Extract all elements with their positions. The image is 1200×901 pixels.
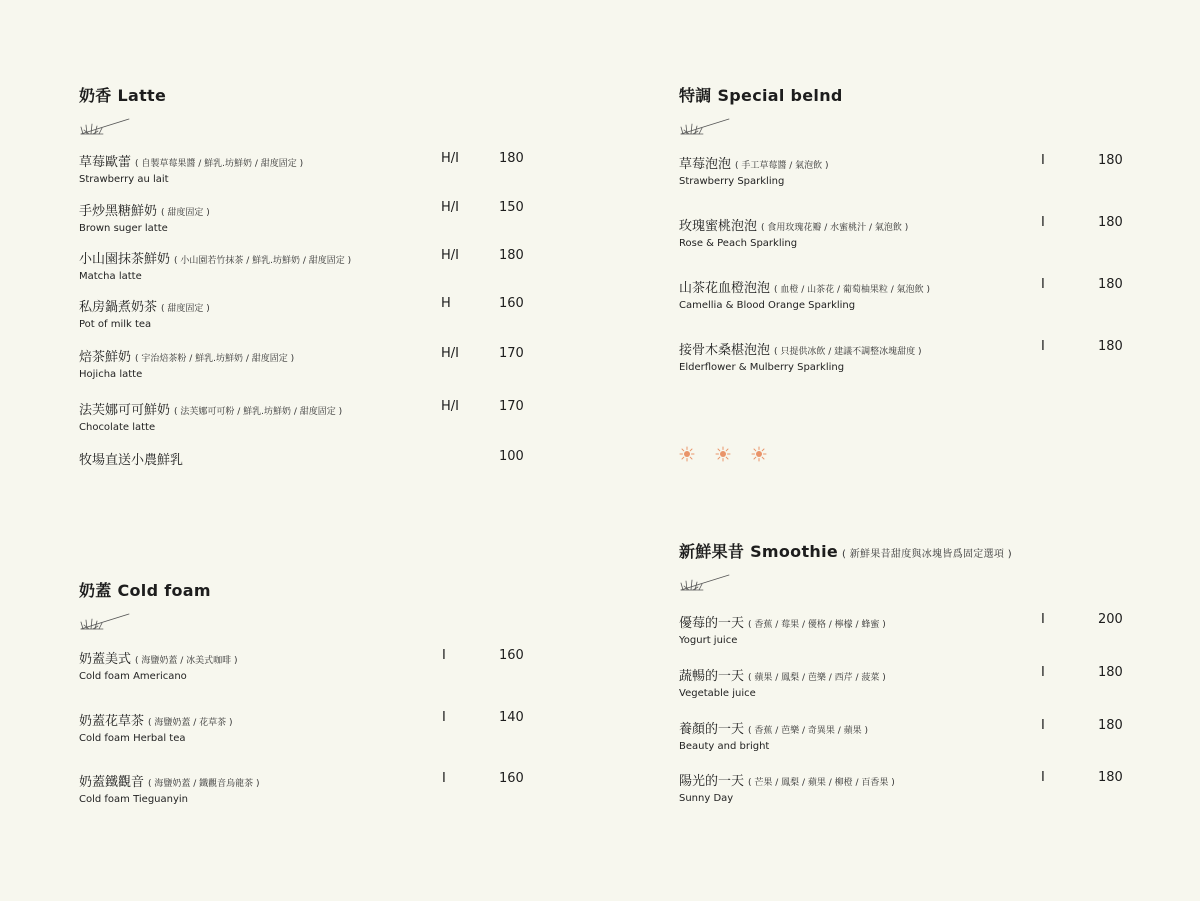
menu-item bbox=[79, 648, 539, 682]
item-english-name: Cold foam Tieguanyin bbox=[79, 794, 189, 805]
section-title: 奶蓋 Cold foam bbox=[79, 581, 211, 600]
item-temperature: H/I bbox=[441, 399, 459, 414]
item-name: 養顏的一天 bbox=[679, 722, 745, 737]
menu-item bbox=[679, 215, 1139, 249]
item-name: 小山園抹茶鮮奶 bbox=[79, 252, 171, 267]
item-note: ( 法芙娜可可粉 / 鮮乳.坊鮮奶 / 甜度固定 ) bbox=[174, 407, 343, 417]
item-name: 草莓歐蕾 bbox=[79, 155, 132, 170]
item-english-name: Sunny Day bbox=[679, 793, 734, 804]
item-temperature: I bbox=[1041, 612, 1045, 627]
item-name: 奶蓋花草茶 bbox=[79, 714, 145, 729]
item-temperature: H/I bbox=[441, 200, 459, 215]
section-note: ( 新鮮果昔甜度與冰塊皆爲固定選項 ) bbox=[842, 549, 1012, 560]
item-note: ( 海鹽奶蓋 / 冰美式咖啡 ) bbox=[135, 656, 238, 666]
item-note: ( 海鹽奶蓋 / 花草茶 ) bbox=[148, 718, 233, 728]
item-english-name: Yogurt juice bbox=[679, 635, 738, 646]
item-temperature: H/I bbox=[441, 248, 459, 263]
item-note: ( 香蕉 / 芭樂 / 奇異果 / 蘋果 ) bbox=[748, 726, 869, 736]
item-name: 手炒黑糖鮮奶 bbox=[79, 204, 158, 219]
item-price: 100 bbox=[499, 449, 524, 464]
sun-icon bbox=[751, 446, 767, 462]
item-price: 160 bbox=[499, 296, 524, 311]
item-price: 200 bbox=[1098, 612, 1123, 627]
item-temperature: H/I bbox=[441, 151, 459, 166]
item-name: 私房鍋煮奶茶 bbox=[79, 300, 158, 315]
item-note: ( 小山園若竹抹茶 / 鮮乳.坊鮮奶 / 甜度固定 ) bbox=[174, 256, 352, 266]
menu-item bbox=[679, 718, 1139, 752]
item-english-name: Camellia & Blood Orange Sparkling bbox=[679, 300, 856, 311]
item-english-name: Cold foam Americano bbox=[79, 671, 187, 682]
sprig-ornament-icon bbox=[79, 613, 131, 631]
item-name: 草莓泡泡 bbox=[679, 157, 732, 172]
item-price: 160 bbox=[499, 648, 524, 663]
item-english-name: Strawberry Sparkling bbox=[679, 176, 785, 187]
item-note: ( 甜度固定 ) bbox=[161, 304, 210, 314]
item-name: 山茶花血橙泡泡 bbox=[679, 281, 771, 296]
item-english-name: Cold foam Herbal tea bbox=[79, 733, 186, 744]
menu-item bbox=[679, 339, 1139, 373]
item-english-name: Beauty and bright bbox=[679, 741, 770, 752]
item-temperature: H/I bbox=[441, 346, 459, 361]
item-price: 180 bbox=[1098, 339, 1123, 354]
item-name: 法芙娜可可鮮奶 bbox=[79, 403, 171, 418]
menu-item bbox=[79, 346, 539, 380]
item-name: 奶蓋鐵觀音 bbox=[79, 775, 145, 790]
item-name: 優莓的一天 bbox=[679, 616, 745, 631]
coldfoam-section bbox=[79, 578, 539, 818]
special-section bbox=[679, 83, 1139, 383]
section-title bbox=[679, 539, 1139, 562]
item-note: ( 香蕉 / 莓果 / 優格 / 檸檬 / 蜂蜜 ) bbox=[748, 620, 886, 630]
menu-item bbox=[79, 200, 539, 234]
item-name: 陽光的一天 bbox=[679, 774, 745, 789]
item-english-name: Strawberry au lait bbox=[79, 174, 169, 185]
item-english-name: Chocolate latte bbox=[79, 422, 156, 433]
item-price: 180 bbox=[1098, 215, 1123, 230]
item-english-name: Vegetable juice bbox=[679, 688, 756, 699]
menu-item bbox=[679, 665, 1139, 699]
item-temperature: I bbox=[442, 648, 446, 663]
sun-icon bbox=[715, 446, 731, 462]
item-note: ( 甜度固定 ) bbox=[161, 208, 210, 218]
item-price: 180 bbox=[1098, 277, 1123, 292]
menu-item bbox=[79, 248, 539, 282]
item-temperature: I bbox=[1041, 277, 1045, 292]
item-note: ( 海鹽奶蓋 / 鐵觀音烏龍茶 ) bbox=[148, 779, 260, 789]
item-english-name: Pot of milk tea bbox=[79, 319, 152, 330]
item-note: ( 血橙 / 山茶花 / 葡萄柚果粒 / 氣泡飲 ) bbox=[774, 285, 931, 295]
sprig-ornament-icon bbox=[679, 574, 731, 592]
item-price: 180 bbox=[499, 151, 524, 166]
menu-item bbox=[79, 151, 539, 185]
item-english-name: Hojicha latte bbox=[79, 369, 143, 380]
sprig-ornament-icon bbox=[79, 118, 131, 136]
menu-item bbox=[679, 612, 1139, 646]
section-title: 特調 Special belnd bbox=[679, 86, 843, 105]
item-english-name: Matcha latte bbox=[79, 271, 142, 282]
smoothie-section bbox=[679, 539, 1139, 819]
item-note: ( 食用玫瑰花瓣 / 水蜜桃汁 / 氣泡飲 ) bbox=[761, 223, 909, 233]
menu-item bbox=[79, 296, 539, 330]
item-name: 蔬暢的一天 bbox=[679, 669, 745, 684]
item-price: 150 bbox=[499, 200, 524, 215]
section-title: 奶香 Latte bbox=[79, 86, 167, 105]
item-name: 牧場直送小農鮮乳 bbox=[79, 453, 184, 468]
menu-item bbox=[79, 771, 539, 805]
item-price: 160 bbox=[499, 771, 524, 786]
menu-item bbox=[79, 449, 539, 468]
item-name: 奶蓋美式 bbox=[79, 652, 132, 667]
item-name: 焙茶鮮奶 bbox=[79, 350, 132, 365]
menu-item bbox=[679, 153, 1139, 187]
item-note: ( 蘋果 / 鳳梨 / 芭樂 / 西芹 / 菠菜 ) bbox=[748, 673, 886, 683]
menu-item bbox=[679, 770, 1139, 804]
item-temperature: I bbox=[1041, 770, 1045, 785]
section-title-text: 新鮮果昔 Smoothie bbox=[679, 542, 839, 561]
item-note: ( 只提供冰飲 / 建議不調整冰塊甜度 ) bbox=[774, 347, 922, 357]
item-note: ( 手工草莓醬 / 氣泡飲 ) bbox=[735, 161, 829, 171]
item-note: ( 自製草莓果醬 / 鮮乳.坊鮮奶 / 甜度固定 ) bbox=[135, 159, 304, 169]
item-temperature: I bbox=[1041, 215, 1045, 230]
item-temperature: H bbox=[441, 296, 451, 311]
item-price: 170 bbox=[499, 399, 524, 414]
sprig-ornament-icon bbox=[679, 118, 731, 136]
sun-ornaments bbox=[679, 446, 767, 462]
item-name: 接骨木桑椹泡泡 bbox=[679, 343, 771, 358]
item-temperature: I bbox=[1041, 339, 1045, 354]
item-price: 180 bbox=[1098, 665, 1123, 680]
menu-item bbox=[79, 710, 539, 744]
item-price: 180 bbox=[1098, 153, 1123, 168]
item-note: ( 宇治焙茶粉 / 鮮乳.坊鮮奶 / 甜度固定 ) bbox=[135, 354, 295, 364]
item-price: 170 bbox=[499, 346, 524, 361]
item-note: ( 芒果 / 鳳梨 / 蘋果 / 柳橙 / 百香果 ) bbox=[748, 778, 895, 788]
item-english-name: Brown suger latte bbox=[79, 223, 168, 234]
item-temperature: I bbox=[1041, 718, 1045, 733]
menu-item bbox=[679, 277, 1139, 311]
sun-icon bbox=[679, 446, 695, 462]
item-english-name: Elderflower & Mulberry Sparkling bbox=[679, 362, 845, 373]
item-temperature: I bbox=[1041, 153, 1045, 168]
item-english-name: Rose & Peach Sparkling bbox=[679, 238, 798, 249]
item-price: 140 bbox=[499, 710, 524, 725]
latte-section bbox=[79, 83, 539, 483]
item-temperature: I bbox=[442, 710, 446, 725]
item-name: 玫瑰蜜桃泡泡 bbox=[679, 219, 758, 234]
item-price: 180 bbox=[499, 248, 524, 263]
item-temperature: I bbox=[442, 771, 446, 786]
item-price: 180 bbox=[1098, 718, 1123, 733]
item-temperature: I bbox=[1041, 665, 1045, 680]
menu-item bbox=[79, 399, 539, 433]
item-price: 180 bbox=[1098, 770, 1123, 785]
